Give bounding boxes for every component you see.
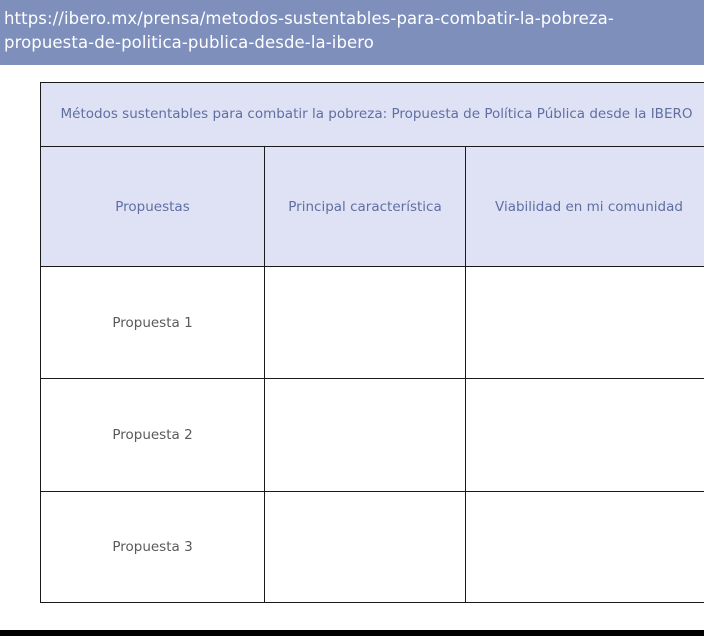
table-row <box>41 379 704 492</box>
url-banner[interactable] <box>0 0 704 65</box>
cell-viabilidad-3[interactable] <box>466 492 704 603</box>
url-line-2: propuesta-de-politica-publica-desde-la-ibero <box>4 33 374 52</box>
header-viabilidad: Viabilidad en mi comunidad <box>466 147 704 267</box>
proposals-table-container <box>40 82 704 603</box>
header-caracteristica: Principal característica <box>265 147 466 267</box>
header-propuestas: Propuestas <box>41 147 265 267</box>
cell-viabilidad-2[interactable] <box>466 379 704 492</box>
proposals-table <box>40 82 704 603</box>
table-title-row <box>41 83 704 147</box>
cell-caracteristica-1[interactable] <box>265 267 466 379</box>
table-row <box>41 267 704 379</box>
row-label-propuesta-3: Propuesta 3 <box>41 492 265 603</box>
cell-caracteristica-2[interactable] <box>265 379 466 492</box>
table-header-row <box>41 147 704 267</box>
table-row <box>41 492 704 603</box>
table-title: Métodos sustentables para combatir la pobreza: Propuesta de Política Pública desde la IBERO <box>41 83 704 147</box>
row-label-propuesta-2: Propuesta 2 <box>41 379 265 492</box>
cell-viabilidad-1[interactable] <box>466 267 704 379</box>
url-line-1: https://ibero.mx/prensa/metodos-sustentables-para-combatir-la-pobreza- <box>4 9 614 28</box>
bottom-border-bar <box>0 630 704 636</box>
row-label-propuesta-1: Propuesta 1 <box>41 267 265 379</box>
cell-caracteristica-3[interactable] <box>265 492 466 603</box>
